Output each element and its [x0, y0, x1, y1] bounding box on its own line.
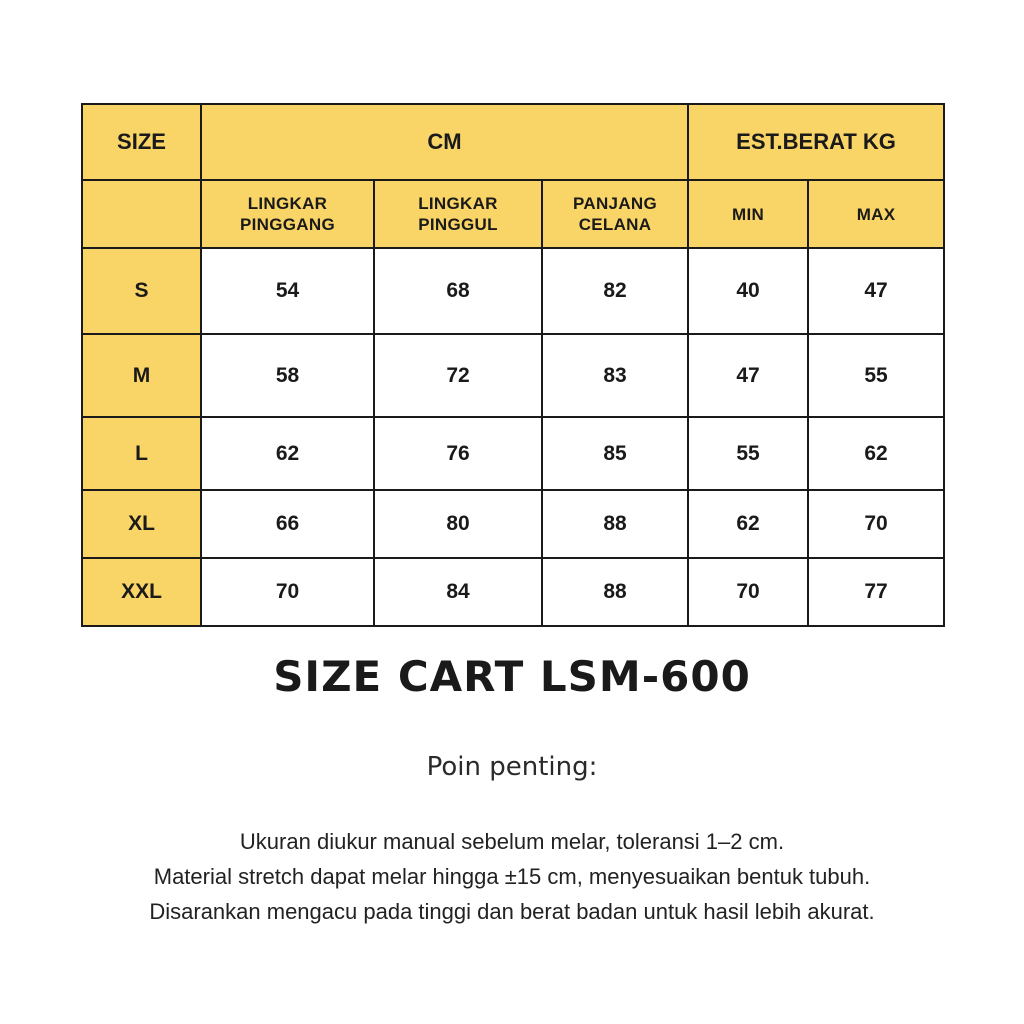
hip-cell: 80 [374, 490, 542, 558]
note-line: Ukuran diukur manual sebelum melar, toleransi 1–2 cm. [239, 829, 785, 854]
table-row [82, 490, 944, 558]
waist-cell: 66 [201, 490, 374, 558]
notes-block [0, 824, 1024, 929]
length-cell: 82 [542, 248, 688, 334]
waist-subheader-line-2: PINGGANG [240, 215, 335, 234]
min-weight-cell: 47 [688, 334, 808, 417]
hip-subheader-line-1: LINGKAR [418, 194, 498, 213]
size-header: SIZE [82, 104, 201, 180]
waist-cell: 70 [201, 558, 374, 626]
size-cell: XXL [82, 558, 201, 626]
weight-header: EST.BERAT KG [688, 104, 944, 180]
waist-subheader [201, 180, 374, 248]
min-weight-cell: 55 [688, 417, 808, 490]
max-weight-cell: 62 [808, 417, 944, 490]
min-weight-cell: 62 [688, 490, 808, 558]
max-weight-cell: 47 [808, 248, 944, 334]
empty-subheader-cell [82, 180, 201, 248]
note-line: Material stretch dapat melar hingga ±15 cm, menyesuaikan bentuk tubuh. [153, 864, 871, 889]
size-cell: XL [82, 490, 201, 558]
waist-cell: 62 [201, 417, 374, 490]
length-cell: 83 [542, 334, 688, 417]
length-subheader [542, 180, 688, 248]
size-cell: L [82, 417, 201, 490]
length-subheader-line-2: CELANA [578, 215, 652, 234]
waist-subheader-line-1: LINGKAR [247, 194, 328, 213]
length-cell: 88 [542, 558, 688, 626]
header-row [82, 104, 944, 180]
size-cell: S [82, 248, 201, 334]
waist-cell: 58 [201, 334, 374, 417]
min-weight-cell: 70 [688, 558, 808, 626]
hip-cell: 72 [374, 334, 542, 417]
min-subheader: MIN [688, 180, 808, 248]
page-title: SIZE CART LSM-600 [273, 652, 751, 701]
notes-heading: Poin penting: [426, 752, 598, 782]
cm-header: CM [201, 104, 688, 180]
max-weight-cell: 55 [808, 334, 944, 417]
note-line: Disarankan mengacu pada tinggi dan berat badan untuk hasil lebih akurat. [149, 899, 875, 924]
table-row [82, 558, 944, 626]
length-cell: 85 [542, 417, 688, 490]
hip-cell: 68 [374, 248, 542, 334]
size-cell: M [82, 334, 201, 417]
max-weight-cell: 77 [808, 558, 944, 626]
max-subheader: MAX [808, 180, 944, 248]
hip-cell: 76 [374, 417, 542, 490]
length-cell: 88 [542, 490, 688, 558]
waist-cell: 54 [201, 248, 374, 334]
hip-cell: 84 [374, 558, 542, 626]
size-chart-table [81, 103, 945, 627]
table-row [82, 248, 944, 334]
hip-subheader [374, 180, 542, 248]
max-weight-cell: 70 [808, 490, 944, 558]
subheader-row [82, 180, 944, 248]
table-row [82, 334, 944, 417]
table-row [82, 417, 944, 490]
length-subheader-line-1: PANJANG [573, 194, 657, 213]
min-weight-cell: 40 [688, 248, 808, 334]
hip-subheader-line-2: PINGGUL [418, 215, 498, 234]
